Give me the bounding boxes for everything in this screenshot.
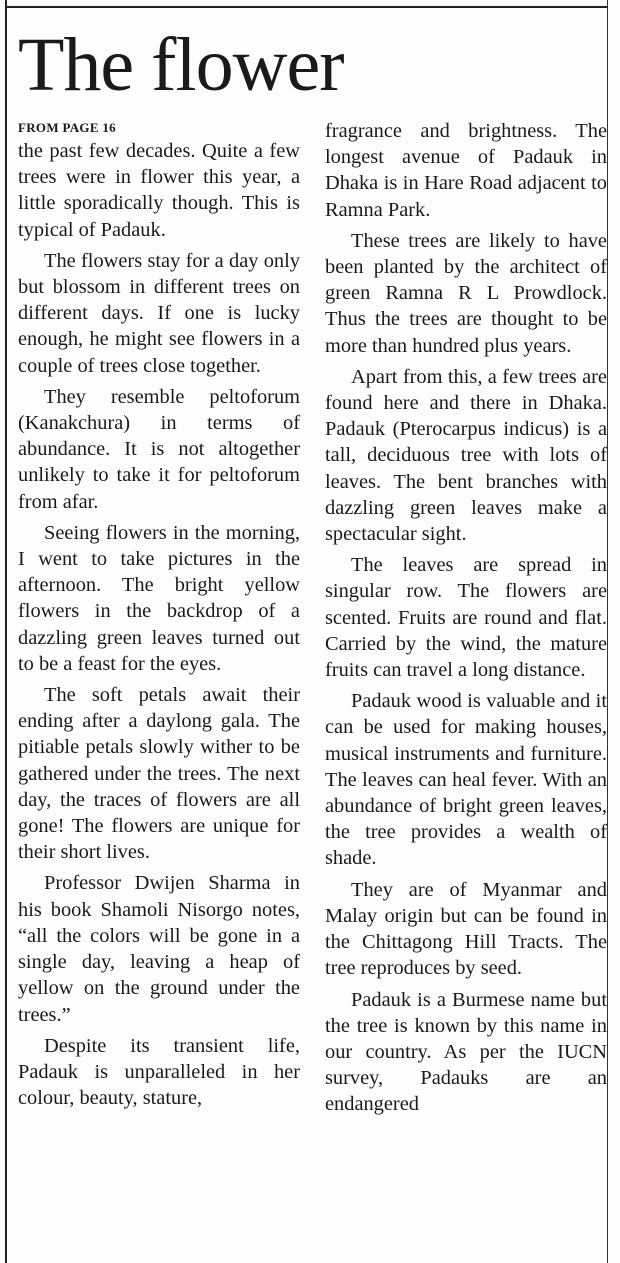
right-column-rule	[607, 0, 608, 1263]
paragraph: Padauk is a Burmese name but the tree is known by this name in our country. As per the IUCN survey, Padauks are an endangered	[325, 988, 607, 1116]
paragraph: The leaves are spread in singular row. The flowers are scented. Fruits are round and flat. Carried by the wind, the mature fruits can travel a long distance.	[325, 554, 607, 682]
article-headline: The flower	[18, 23, 344, 107]
continued-from-label: FROM PAGE 16	[18, 120, 116, 135]
paragraph: Despite its transient life, Padauk is unparalleled in her colour, beauty, stature,	[18, 1034, 300, 1110]
paragraph: Padauk wood is valuable and it can be used for making houses, musical instruments and furniture. The leaves can heal fever. With an abundance of bright green leaves, the tree provides a wealth of shade.	[325, 690, 607, 870]
left-column-rule	[5, 0, 7, 1263]
paragraph: The soft petals await their ending after a daylong gala. The pitiable petals slowly wither to be gathered under the trees. The next day, the traces of flowers are all gone! The flowers are unique for their short lives.	[18, 684, 300, 864]
paragraph: fragrance and brightness. The longest avenue of Padauk in Dhaka is in Hare Road adjacent to Ramna Park.	[325, 120, 607, 221]
paragraph: Apart from this, a few trees are found here and there in Dhaka. Padauk (Pterocarpus indicus) is a tall, deciduous tree with lots of leaves. The bent branches with dazzling green leaves make a spectacular sight.	[325, 365, 607, 546]
article-column-2	[325, 118, 607, 1123]
paragraph: They resemble peltoforum (Kanakchura) in terms of abundance. It is not altogether unlikely to take it for peltoforum from afar.	[18, 385, 300, 513]
paragraph: They are of Myanmar and Malay origin but can be found in the Chittagong Hill Tracts. The tree reproduces by seed.	[325, 878, 607, 980]
top-rule	[5, 6, 608, 8]
paragraph: the past few decades. Quite a few trees were in flower this year, a little sporadically though. This is typical of Padauk.	[18, 140, 300, 241]
paragraph: The flowers stay for a day only but blossom in different trees on different days. If one is lucky enough, he might see flowers in a couple of trees close together.	[18, 249, 300, 377]
paragraph: Professor Dwijen Sharma in his book Shamoli Nisorgo notes, “all the colors will be gone in a single day, leaving a heap of yellow on the ground under the trees.”	[18, 872, 300, 1026]
paragraph: These trees are likely to have been planted by the architect of green Ramna R L Prowdlock. Thus the trees are thought to be more than hundred plus years.	[325, 229, 607, 357]
article-column-1	[18, 118, 300, 1116]
paragraph: Seeing flowers in the morning, I went to take pictures in the afternoon. The bright yellow flowers in the backdrop of a dazzling green leaves turned out to be a feast for the eyes.	[18, 521, 300, 675]
